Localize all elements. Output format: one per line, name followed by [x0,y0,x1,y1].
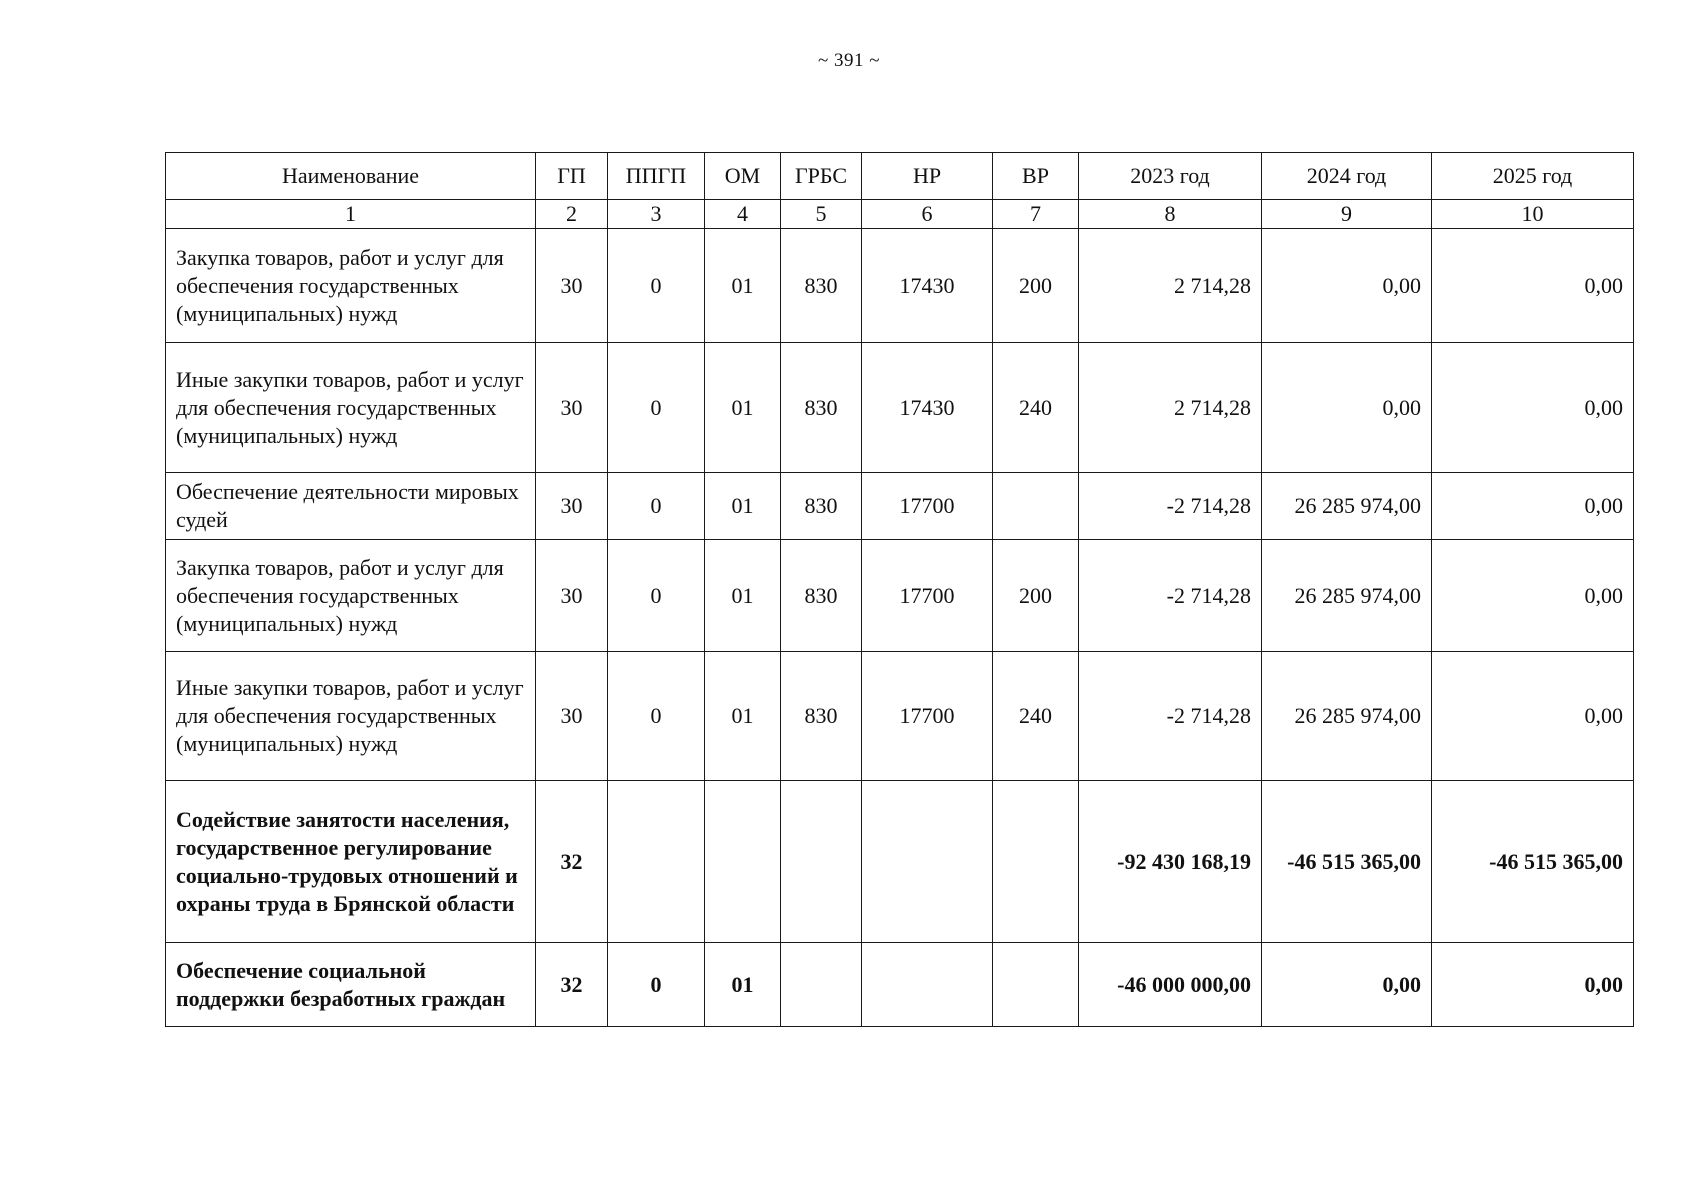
row-name: Обеспечение деятельности мировых судей [166,473,536,540]
table-row [166,781,1634,943]
row-grbs [781,943,862,1027]
row-2023: 2 714,28 [1079,343,1262,473]
row-name: Закупка товаров, работ и услуг для обеспечения государственных (муниципальных) нужд [166,540,536,652]
row-name: Содействие занятости населения, государственное регулирование социально-трудовых отношений и охраны труда в Брянской области [166,781,536,943]
budget-table [165,152,1634,1027]
row-vr [993,943,1079,1027]
row-nr [862,943,993,1027]
row-2025: -46 515 365,00 [1432,781,1634,943]
row-2024: 26 285 974,00 [1262,473,1432,540]
row-ppgp: 0 [608,473,705,540]
row-vr [993,473,1079,540]
row-grbs: 830 [781,229,862,343]
page-number: ~ 391 ~ [817,50,881,71]
row-om [705,781,781,943]
row-ppgp: 0 [608,229,705,343]
row-gp: 30 [536,473,608,540]
column-number: 5 [781,200,862,229]
row-name: Иные закупки товаров, работ и услуг для обеспечения государственных (муниципальных) нужд [166,343,536,473]
row-2023: -2 714,28 [1079,473,1262,540]
row-nr: 17430 [862,343,993,473]
column-number: 9 [1262,200,1432,229]
row-grbs: 830 [781,473,862,540]
header-grbs: ГРБС [781,153,862,200]
row-om: 01 [705,943,781,1027]
row-nr: 17700 [862,540,993,652]
row-vr: 200 [993,540,1079,652]
row-grbs: 830 [781,540,862,652]
row-ppgp: 0 [608,652,705,781]
row-2025: 0,00 [1432,473,1634,540]
row-om: 01 [705,652,781,781]
row-vr: 240 [993,343,1079,473]
table-row [166,943,1634,1027]
row-nr: 17700 [862,652,993,781]
row-2023: -46 000 000,00 [1079,943,1262,1027]
row-ppgp [608,781,705,943]
row-2024: 26 285 974,00 [1262,652,1432,781]
column-number: 7 [993,200,1079,229]
row-gp: 32 [536,943,608,1027]
row-ppgp: 0 [608,343,705,473]
header-2024: 2024 год [1262,153,1432,200]
table-row [166,652,1634,781]
row-2025: 0,00 [1432,343,1634,473]
row-nr: 17430 [862,229,993,343]
row-om: 01 [705,343,781,473]
table-row [166,540,1634,652]
header-om: ОМ [705,153,781,200]
row-grbs [781,781,862,943]
row-gp: 32 [536,781,608,943]
column-number: 6 [862,200,993,229]
header-vr: ВР [993,153,1079,200]
header-name: Наименование [166,153,536,200]
column-number-row [166,200,1634,229]
header-2023: 2023 год [1079,153,1262,200]
column-number: 8 [1079,200,1262,229]
row-2023: -92 430 168,19 [1079,781,1262,943]
header-row [166,153,1634,200]
row-2025: 0,00 [1432,540,1634,652]
table-row [166,473,1634,540]
row-vr: 200 [993,229,1079,343]
row-2024: 26 285 974,00 [1262,540,1432,652]
row-2025: 0,00 [1432,229,1634,343]
row-vr [993,781,1079,943]
header-nr: НР [862,153,993,200]
row-grbs: 830 [781,343,862,473]
header-2025: 2025 год [1432,153,1634,200]
row-2023: -2 714,28 [1079,540,1262,652]
row-2025: 0,00 [1432,652,1634,781]
row-name: Обеспечение социальной поддержки безработных граждан [166,943,536,1027]
row-gp: 30 [536,540,608,652]
column-number: 10 [1432,200,1634,229]
column-number: 3 [608,200,705,229]
column-number: 4 [705,200,781,229]
header-gp: ГП [536,153,608,200]
header-ppgp: ППГП [608,153,705,200]
row-2025: 0,00 [1432,943,1634,1027]
row-vr: 240 [993,652,1079,781]
row-om: 01 [705,540,781,652]
row-2024: 0,00 [1262,229,1432,343]
column-number: 1 [166,200,536,229]
row-ppgp: 0 [608,943,705,1027]
row-nr: 17700 [862,473,993,540]
row-2023: -2 714,28 [1079,652,1262,781]
row-name: Закупка товаров, работ и услуг для обеспечения государственных (муниципальных) нужд [166,229,536,343]
row-om: 01 [705,229,781,343]
table-row [166,343,1634,473]
row-gp: 30 [536,343,608,473]
row-2024: -46 515 365,00 [1262,781,1432,943]
row-gp: 30 [536,652,608,781]
row-ppgp: 0 [608,540,705,652]
row-2024: 0,00 [1262,343,1432,473]
row-name: Иные закупки товаров, работ и услуг для обеспечения государственных (муниципальных) нужд [166,652,536,781]
row-om: 01 [705,473,781,540]
row-gp: 30 [536,229,608,343]
row-2024: 0,00 [1262,943,1432,1027]
row-grbs: 830 [781,652,862,781]
table-row [166,229,1634,343]
row-nr [862,781,993,943]
row-2023: 2 714,28 [1079,229,1262,343]
column-number: 2 [536,200,608,229]
